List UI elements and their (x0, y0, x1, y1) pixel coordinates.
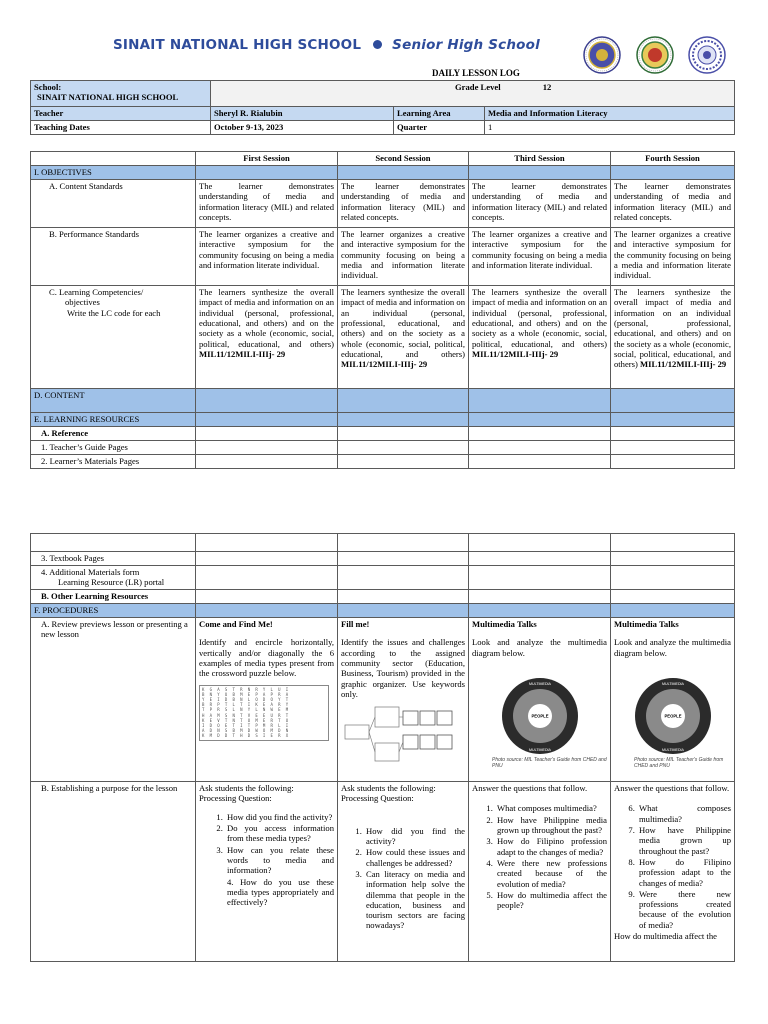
lc-code: MIL11/12MILI-IIIj- 29 (472, 348, 559, 359)
teacher-label: Teacher (31, 107, 211, 121)
reference-row (31, 427, 735, 441)
list-item: 3. Can literacy on media and information help solve the dilemma that people in the education, business and tourism sectors are facing nowadays? (364, 869, 465, 931)
center-label: PEOPLE (531, 713, 548, 719)
lc-s1 (196, 286, 338, 389)
learning-competencies-row (31, 286, 735, 389)
review-s2 (338, 618, 469, 782)
objectives-heading: I. OBJECTIVES (31, 166, 196, 180)
list-item: 4. Were there new professions created because of the evolution of media? (495, 858, 607, 889)
grade-label: Grade Level (455, 82, 501, 92)
list-item: 2. Do you access information from these media types? (225, 823, 334, 844)
separator-dot-icon (373, 40, 382, 49)
review-label (31, 618, 196, 782)
session-header-1: First Session (196, 152, 338, 166)
lc-s4 (611, 286, 735, 389)
review-s3 (469, 618, 611, 782)
list-item: 5. How do multimedia affect the people? (495, 890, 607, 911)
grade-cell (211, 81, 735, 107)
graphic-organizer-image (341, 705, 465, 765)
list-item: 3. How can you relate these words to media and information? (225, 845, 334, 876)
lc-code: MIL11/12MILI-IIIj- 29 (199, 348, 286, 359)
objectives-heading-row (31, 166, 735, 180)
purpose-s1-list (199, 812, 334, 908)
school-value: SINAIT NATIONAL HIGH SCHOOL (37, 92, 179, 103)
review-row (31, 618, 735, 782)
blank-row (31, 534, 735, 552)
school-label: School: (34, 82, 62, 92)
purpose-row (31, 782, 735, 962)
session-header-3: Third Session (469, 152, 611, 166)
objectives-table (30, 151, 735, 469)
lc-label-line3: Write the LC code for each (67, 307, 161, 318)
review-s2-text: Identify the issues and challenges according to the assigned community sector (Education, Business, Tourism) provided in the graphic organizer. Use keywords only. (341, 637, 465, 699)
performance-standards-s2: The learner organizes a creative and interactive symposium for the community focusing on being a media and information literate individual. (338, 228, 469, 286)
content-heading: D. CONTENT (31, 389, 196, 413)
lc-s2 (338, 286, 469, 389)
procedures-table (30, 533, 735, 962)
additional-row (31, 566, 735, 590)
ring-label-bottom: MULTIMEDIA (528, 747, 551, 752)
content-standards-s4: The learner demonstrates understanding of media and information literacy (MIL) and related concepts. (611, 180, 735, 228)
daily-lesson-log-title: DAILY LESSON LOG (432, 68, 520, 78)
session-header-4: Fourth Session (611, 152, 735, 166)
purpose-s1-intro: Ask students the following: (199, 783, 294, 793)
program-name: Senior High School (392, 37, 540, 53)
area-value: Media and Information Literacy (485, 107, 735, 121)
purpose-s4-list (614, 803, 731, 930)
school-name: SINAIT NATIONAL HIGH SCHOOL (113, 37, 362, 53)
teacher-value: Sheryl R. Rialubin (211, 107, 394, 121)
list-item: 6. What composes multimedia? (637, 803, 731, 824)
lesson-info-table (30, 80, 735, 135)
content-standards-s1: The learner demonstrates understanding of media and information literacy (MIL) and related concepts. (196, 180, 338, 228)
other-resources-row (31, 590, 735, 604)
performance-standards-s4: The learner organizes a creative and interactive symposium for the community focusing on being a media and information literate individual. (611, 228, 735, 286)
multimedia-diagram-s3 (472, 676, 607, 758)
review-s1-title: Come and Find Me! (199, 619, 273, 629)
additional-line1: 4. Additional Materials form (41, 567, 140, 577)
purpose-s3 (469, 782, 611, 962)
resources-heading-row (31, 413, 735, 427)
teacher-row (31, 107, 735, 121)
review-s4 (611, 618, 735, 782)
tg-row (31, 441, 735, 455)
ring-label-bottom: MULTIMEDIA (661, 747, 684, 752)
dates-value: October 9-13, 2023 (211, 121, 394, 135)
review-s2-title: Fill me! (341, 619, 370, 629)
purpose-s4 (611, 782, 735, 962)
ring-label-top: MULTIMEDIA (528, 681, 551, 686)
multimedia-diagram-s4 (614, 676, 731, 758)
purpose-s2-list (341, 826, 465, 931)
dates-row (31, 121, 735, 135)
other-resources-label: B. Other Learning Resources (31, 590, 196, 604)
diagram-caption-s3: Photo source: MIL Teacher's Guide from CHED and PNU (492, 757, 607, 769)
list-item: 4. How do you use these media types appropriately and effectively? (227, 876, 334, 908)
performance-standards-row (31, 228, 735, 286)
purpose-s3-list (472, 803, 607, 910)
lm-label: 2. Learner’s Materials Pages (31, 455, 196, 469)
purpose-s1 (196, 782, 338, 962)
list-item: 2. How could these issues and challenges be addressed? (364, 847, 465, 868)
textbook-label: 3. Textbook Pages (31, 552, 196, 566)
lc-text: The learners synthesize the overall impact of media and information on an individual (personal, professional, educational, and others) and on the society as a whole (economic, social, political, educational, and others) (199, 287, 334, 349)
purpose-label: B. Establishing a purpose for the lesson (31, 782, 196, 962)
list-item: 1. How did you find the activity? (364, 826, 465, 847)
quarter-label: Quarter (394, 121, 485, 135)
tg-label: 1. Teacher’s Guide Pages (31, 441, 196, 455)
school-cell (31, 81, 211, 107)
purpose-s4-intro: Answer the questions that follow. (614, 783, 730, 793)
list-item: 9. Were there new professions created because of the evolution of media? (637, 889, 731, 930)
session-header-2: Second Session (338, 152, 469, 166)
content-standards-s3: The learner demonstrates understanding of media and information literacy (MIL) and related concepts. (469, 180, 611, 228)
review-s4-title: Multimedia Talks (614, 619, 679, 629)
lc-code: MIL11/12MILI-IIIj- 29 (341, 359, 428, 370)
lc-label-line1: C. Learning Competencies/ (49, 287, 144, 297)
lc-text: The learners synthesize the overall impact of media and information on an individual (personal, professional, educational, and others) and on the society as a whole (economic, social, political, educational, and others) (614, 287, 731, 370)
quarter-value: 1 (485, 121, 735, 135)
performance-standards-s3: The learner organizes a creative and interactive symposium for the community focusing on being a media and information literate individual. (469, 228, 611, 286)
purpose-s1-pq: Processing Question: (199, 793, 272, 804)
purpose-s4-tail: How do multimedia affect the (614, 931, 717, 942)
ring-label-top: MULTIMEDIA (661, 681, 684, 686)
procedures-heading-row (31, 604, 735, 618)
performance-standards-s1: The learner organizes a creative and interactive symposium for the community focusing on being a media and information literate individual. (196, 228, 338, 286)
reference-label: A. Reference (31, 427, 196, 441)
additional-label (31, 566, 196, 590)
content-standards-label: A. Content Standards (31, 180, 196, 228)
dates-label: Teaching Dates (31, 121, 211, 135)
area-label: Learning Area (394, 107, 485, 121)
school-title (113, 37, 540, 53)
content-standards-s2: The learner demonstrates understanding of media and information literacy (MIL) and related concepts. (338, 180, 469, 228)
list-item: 7. How have Philippine media grown up throughout the past? (637, 825, 731, 856)
purpose-s2-pq: Processing Question: (341, 793, 414, 804)
school-row (31, 81, 735, 107)
review-s4-text: Look and analyze the multimedia diagram below. (614, 637, 731, 658)
lc-text: The learners synthesize the overall impact of media and information on an individual (personal, professional, educational, and others) and on the society as a whole (economic, social, political, educational, and others) (472, 287, 607, 349)
review-s1 (196, 618, 338, 782)
lc-code: MIL11/12MILI-IIIj- 29 (640, 359, 727, 370)
review-s1-text: Identify and encircle horizontally, vertically and/or diagonally the 6 examples of media types present from the crossword puzzle below. (199, 637, 334, 679)
crossword-puzzle-image: K G A S T R N R Y L U I B N Y U B M E P A P R A Y E I D B N L O D O Y T B R P T L T I K E A R Y T P R S L N Y L N W E M H A M S N T V E E U R T K E V T N T U M E R T U I D O E T I T P M R L I A D N S B M D W O M D N K M D D T H D S I E R X (199, 685, 329, 741)
list-item: 8. How do Filipino profession adapt to the changes of media? (637, 857, 731, 888)
content-heading-row (31, 389, 735, 413)
additional-line2: Learning Resource (LR) portal (58, 577, 165, 588)
school-seal-icon (688, 36, 726, 74)
deped-seal-icon (583, 36, 621, 74)
learning-competencies-label (31, 286, 196, 389)
lc-s3 (469, 286, 611, 389)
purpose-s2-intro: Ask students the following: (341, 783, 436, 793)
center-label: PEOPLE (664, 713, 681, 719)
lm-row (31, 455, 735, 469)
content-standards-row (31, 180, 735, 228)
review-s3-title: Multimedia Talks (472, 619, 537, 629)
lc-text: The learners synthesize the overall impact of media and information on an individual (personal, professional, educational, and others) and on the society as a whole (economic, social, political, educational, and others) (341, 287, 465, 359)
performance-standards-label: B. Performance Standards (31, 228, 196, 286)
review-s3-text: Look and analyze the multimedia diagram below. (472, 637, 607, 658)
list-item: 1. How did you find the activity? (225, 812, 334, 822)
grade-value: 12 (542, 82, 552, 92)
lc-label-line2: objectives (65, 297, 100, 308)
header-blank (31, 152, 196, 166)
diagram-caption-s4: Photo source: MIL Teacher's Guide from CHED and PNU (634, 757, 724, 769)
page-header (0, 0, 768, 78)
purpose-s3-intro: Answer the questions that follow. (472, 783, 588, 793)
list-item: 1. What composes multimedia? (495, 803, 607, 813)
procedures-heading: F. PROCEDURES (31, 604, 196, 618)
list-item: 2. How have Philippine media grown up throughout the past? (495, 815, 607, 836)
textbook-row (31, 552, 735, 566)
session-header-row (31, 152, 735, 166)
division-seal-icon (636, 36, 674, 74)
resources-heading: E. LEARNING RESOURCES (31, 413, 196, 427)
review-label-text: A. Review previews lesson or presenting a new lesson (41, 619, 188, 640)
list-item: 3. How do Filipino profession adapt to the changes of media? (495, 836, 607, 857)
purpose-s2 (338, 782, 469, 962)
